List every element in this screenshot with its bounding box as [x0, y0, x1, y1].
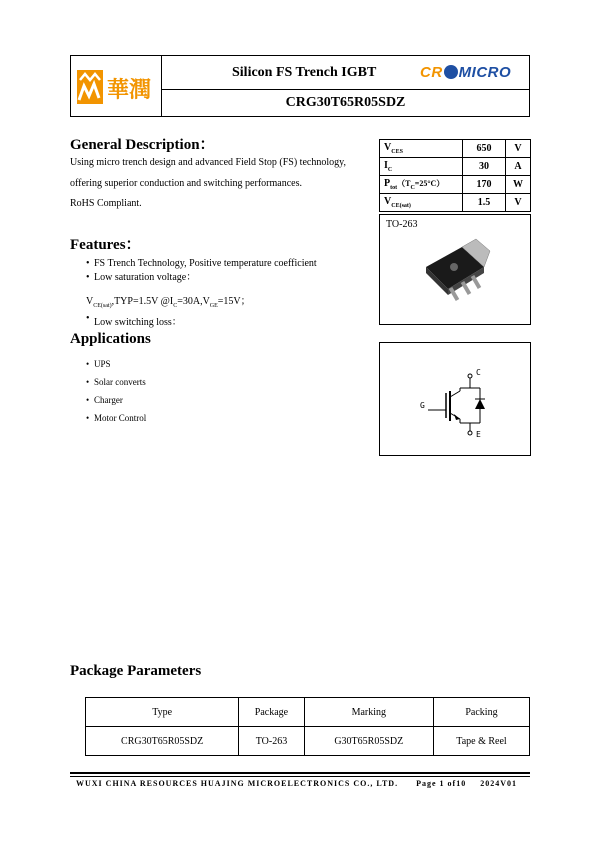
crmicro-logo: CR MICRO — [420, 64, 512, 81]
footer-version: 2024V01 — [480, 779, 517, 788]
footer-company: WUXI CHINA RESOURCES HUAJING MICROELECTRONICS CO., LTD. — [76, 779, 399, 788]
list-item: • FS Trench Technology, Positive temperature coefficient — [86, 257, 386, 271]
gate-label: G — [420, 401, 425, 410]
spec-param: $I_C$ — [380, 158, 463, 176]
document-title: Silicon FS Trench IGBT — [232, 65, 377, 80]
features-heading: Features： — [70, 237, 141, 253]
general-description-heading: General Description： — [70, 137, 215, 153]
table-header-cell: Marking — [304, 698, 433, 727]
igbt-symbol-icon — [380, 343, 530, 455]
applications-list — [86, 355, 146, 427]
spec-unit: A — [506, 158, 531, 176]
header-box — [70, 55, 530, 117]
circuit-symbol-box — [379, 342, 531, 456]
spec-row — [380, 176, 531, 194]
spec-param: $V_{CE(sat)}$ — [380, 194, 463, 212]
spec-param: $V_{CES}$ — [380, 140, 463, 158]
package-image-box — [379, 214, 531, 325]
spec-unit: W — [506, 176, 531, 194]
general-description-line1: Using micro trench design and advanced Field Stop (FS) technology, — [70, 157, 346, 168]
footer-page: Page 1 of10 — [416, 779, 467, 788]
table-header-cell: Packing — [433, 698, 529, 727]
list-item: • Solar converts — [86, 373, 146, 391]
table-header-cell: Package — [239, 698, 304, 727]
emitter-label: E — [476, 430, 481, 439]
list-item: • Low saturation voltage： — [86, 271, 386, 285]
spec-row — [380, 140, 531, 158]
spec-row — [380, 194, 531, 212]
spec-unit: V — [506, 194, 531, 212]
list-item: • UPS — [86, 355, 146, 373]
part-number: CRG30T65R05SDZ — [285, 95, 406, 110]
spec-value: 1.5 — [463, 194, 506, 212]
collector-label: C — [476, 368, 481, 377]
applications-heading: Applications — [70, 331, 151, 347]
to263-package-icon — [418, 237, 498, 317]
features-list — [86, 257, 386, 285]
list-item: • Charger — [86, 391, 146, 409]
table-cell: Tape & Reel — [433, 727, 529, 756]
spec-value: 30 — [463, 158, 506, 176]
general-description-line2: offering superior conduction and switching performances. — [70, 178, 302, 189]
table-cell: CRG30T65R05SDZ — [86, 727, 239, 756]
package-parameters-table — [85, 697, 530, 756]
features-list-2 — [86, 313, 182, 328]
general-description-line3: RoHS Compliant. — [70, 198, 142, 209]
spec-param: $P_{tot}(T_C=25^\circ C)$ — [380, 176, 463, 194]
footer-divider — [70, 772, 530, 774]
saturation-voltage-line: $V_{CE(sat)},TYP=1.5V$ $@I_C=30A,V_{GE}=15V$； — [86, 296, 251, 309]
table-header-cell: Type — [86, 698, 239, 727]
header-title-row — [162, 56, 529, 90]
table-cell: G30T65R05SDZ — [304, 727, 433, 756]
table-header-row — [86, 698, 530, 727]
table-cell: TO-263 — [239, 727, 304, 756]
footer — [76, 779, 517, 788]
key-specs-table — [379, 139, 531, 212]
spec-value: 650 — [463, 140, 506, 158]
spec-row — [380, 158, 531, 176]
logo-cell — [71, 56, 162, 116]
list-item: • Low switching loss： — [86, 313, 182, 328]
list-item: • Motor Control — [86, 409, 146, 427]
crmicro-emblem-icon — [444, 65, 458, 79]
spec-unit: V — [506, 140, 531, 158]
table-row — [86, 727, 530, 756]
spec-value: 170 — [463, 176, 506, 194]
package-label: TO-263 — [386, 219, 418, 230]
footer-divider-thin — [70, 776, 530, 777]
package-parameters-heading: Package Parameters — [70, 663, 202, 679]
logo-text: 華潤 — [107, 77, 152, 103]
